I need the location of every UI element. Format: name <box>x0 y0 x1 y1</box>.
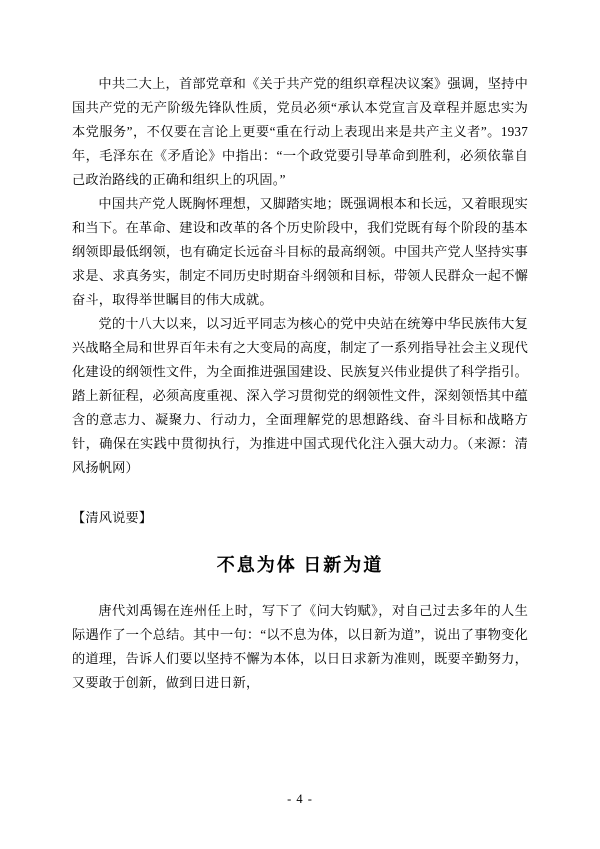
section-title: 不息为体 日新为道 <box>216 555 384 576</box>
paragraph: 党的十八大以来，以习近平同志为核心的党中央站在统筹中华民族伟大复兴战略全局和世界百年未有之大变局的高度，制定了一系列指导社会主义现代化建设的纲领性文件，为全面推进强国建设、民族复兴伟业提供了科学指引。踏上新征程，必须高度重视、深入学习贯彻党的纲领性文件，深刻领悟其中蕴含的意志力、凝聚力、行动力，全面理解党的思想路线、奋斗目标和战略方针，确保在实践中贯彻执行，为推进中国式现代化注入强大动力。（来源：清风扬帆网） <box>72 316 528 476</box>
document-body <box>72 72 528 695</box>
section-label: 【清风说要】 <box>72 510 153 526</box>
paragraph: 中国共产党人既胸怀理想，又脚踏实地；既强调根本和长远，又着眼现实和当下。在革命、建设和改革的各个历史阶段中，我们党既有每个阶段的基本纲领即最低纲领，也有确定长远奋斗目标的最高纲领。中国共产党人坚持实事求是、求真务实，制定不同历史时期奋斗纲领和目标，带领人民群众一起不懈奋斗，取得举世瞩目的伟大成就。 <box>72 196 528 308</box>
page-number: - 4 - <box>287 792 313 806</box>
paragraph: 唐代刘禹锡在连州任上时，写下了《问大钧赋》，对自己过去多年的人生际遇作了一个总结。其中一句：“以不息为体，以日新为道”，说出了事物变化的道理，告诉人们要以坚持不懈为本体，以日日求新为准则，既要辛勤努力，又要敢于创新，做到日进日新， <box>72 602 528 690</box>
paragraph: 中共二大上，首部党章和《关于共产党的组织章程决议案》强调，坚持中国共产党的无产阶级先锋队性质，党员必须“承认本党宣言及章程并愿忠实为本党服务”，不仅要在言论上更要“重在行动上表现出来是共产主义者”。1937年，毛泽东在《矛盾论》中指出：“一个政党要引导革命到胜利，必须依靠自己政治路线的正确和组织上的巩固。” <box>72 76 528 188</box>
